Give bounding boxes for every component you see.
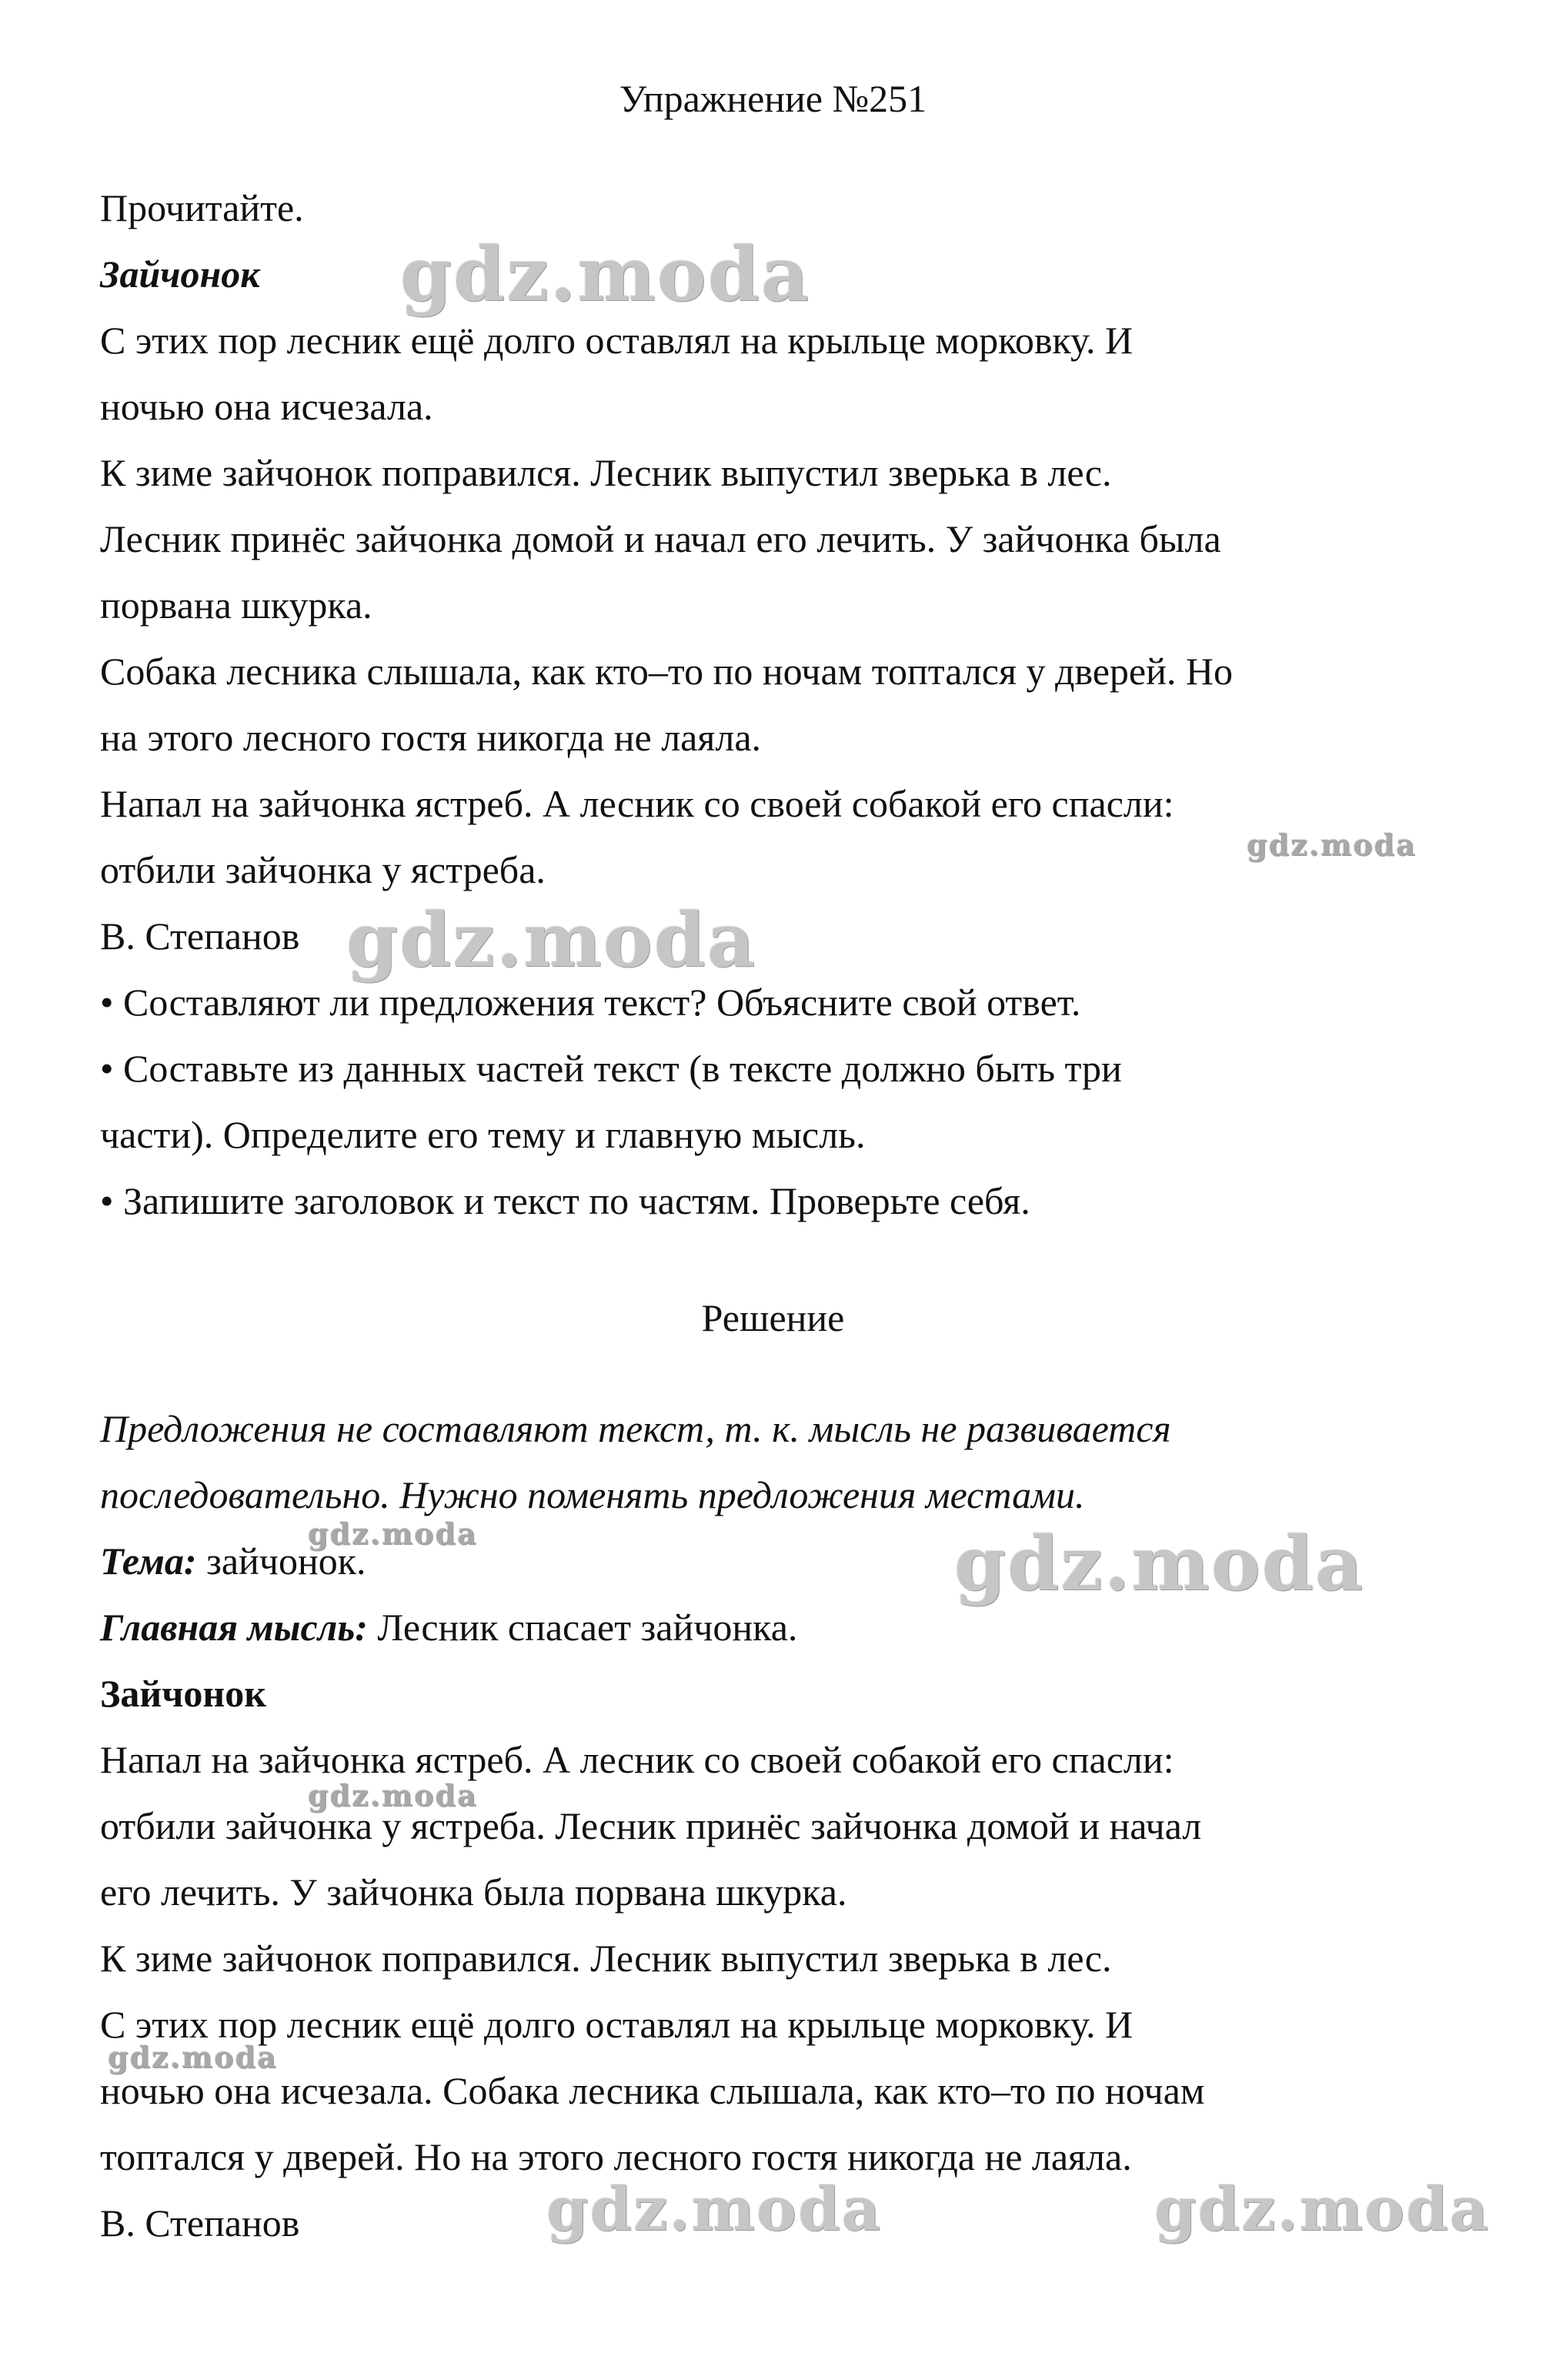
theme-value: зайчонок. — [196, 1539, 366, 1583]
task-line: Лесник принёс зайчонка домой и начал его лечить. У зайчонка была — [100, 517, 1221, 560]
exercise-title: Упражнение №251 — [619, 77, 927, 120]
solution-text-line: С этих пор лесник ещё долго оставлял на крыльце морковку. И — [100, 2003, 1134, 2046]
watermark: gdz.moda — [954, 1520, 1365, 1607]
watermark: gdz.moda — [1247, 827, 1417, 862]
task-text-heading: Зайчонок — [100, 252, 260, 296]
task-question: части). Определите его тему и главную мысль. — [100, 1113, 866, 1156]
task-line: Напал на зайчонка ястреб. А лесник со своей собакой его спасли: — [100, 782, 1174, 825]
theme-label: Тема: — [100, 1539, 197, 1583]
solution-text-line: Напал на зайчонка ястреб. А лесник со своей собакой его спасли: — [100, 1738, 1174, 1781]
solution-text-line: ночью она исчезала. Собака лесника слышала, как кто–то по ночам — [100, 2069, 1205, 2112]
task-question: • Запишите заголовок и текст по частям. Проверьте себя. — [100, 1179, 1030, 1222]
task-line: отбили зайчонка у ястреба. — [100, 848, 546, 891]
watermark: gdz.moda — [1154, 2174, 1491, 2245]
watermark: gdz.moda — [308, 1778, 478, 1813]
solution-heading: Решение — [701, 1296, 845, 1339]
main-idea-label: Главная мысль: — [100, 1606, 368, 1649]
task-line: С этих пор лесник ещё долго оставлял на крыльце морковку. И — [100, 319, 1134, 362]
task-line: на этого лесного гостя никогда не лаяла. — [100, 716, 762, 759]
task-question: • Составьте из данных частей текст (в тексте должно быть три — [100, 1047, 1122, 1090]
solution-text-line: отбили зайчонка у ястреба. Лесник принёс зайчонка домой и начал — [100, 1804, 1202, 1847]
task-line: Собака лесника слышала, как кто–то по ночам топтался у дверей. Но — [100, 650, 1233, 693]
solution-text-title: Зайчонок — [100, 1672, 267, 1715]
task-line: порвана шкурка. — [100, 583, 372, 627]
task-author: В. Степанов — [100, 914, 300, 958]
watermark: gdz.moda — [546, 2174, 883, 2245]
watermark: gdz.moda — [346, 897, 757, 984]
main-idea-value: Лесник спасает зайчонка. — [367, 1606, 798, 1649]
solution-text-line: его лечить. У зайчонка была порвана шкурка. — [100, 1870, 847, 1914]
solution-text-line: К зиме зайчонок поправился. Лесник выпустил зверька в лес. — [100, 1937, 1112, 1980]
task-instruction: Прочитайте. — [100, 186, 304, 229]
watermark: gdz.moda — [400, 231, 811, 318]
solution-text-line: топтался у дверей. Но на этого лесного гостя никогда не лаяла. — [100, 2135, 1132, 2178]
task-line: ночью она исчезала. — [100, 385, 433, 428]
watermark: gdz.moda — [308, 1516, 478, 1551]
task-line: К зиме зайчонок поправился. Лесник выпустил зверька в лес. — [100, 451, 1112, 494]
task-question: • Составляют ли предложения текст? Объясните свой ответ. — [100, 981, 1081, 1024]
solution-explanation-line: последовательно. Нужно поменять предложения местами. — [100, 1473, 1085, 1516]
solution-explanation-line: Предложения не составляют текст, т. к. мысль не развивается — [100, 1407, 1171, 1450]
watermark: gdz.moda — [108, 2040, 278, 2074]
solution-author: В. Степанов — [100, 2201, 300, 2245]
